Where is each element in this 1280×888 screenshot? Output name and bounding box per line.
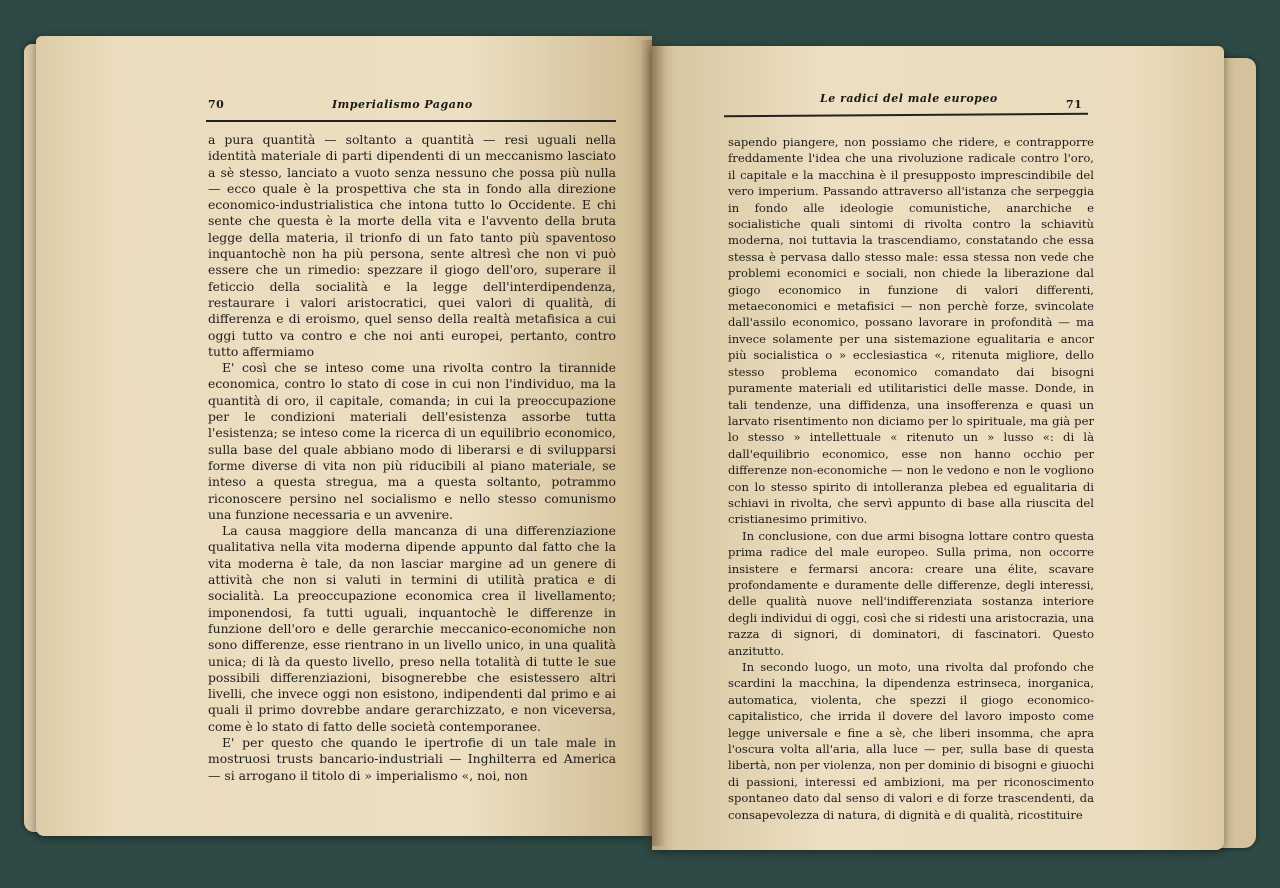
right-paragraph: In conclusione, con due armi bisogna lottare contro questa prima radice del male europeo. Sulla prima, non occorre insistere e fermarsi ancora: creare una élite, scavare profondamente e duramente delle differenze, degli interessi, delle qualità nuove nell'indifferenziata sostanza interiore degli individui di oggi, così che si ridesti una aristocrazia, una razza di signori, di dominatori, di fascinatori. Questo anzitutto. — [728, 528, 1094, 658]
left-page-number: 70 — [208, 98, 225, 111]
left-running-head — [36, 36, 652, 111]
right-running-title: Le radici del male europeo — [820, 92, 998, 105]
left-running-title: Imperialismo Pagano — [332, 98, 473, 111]
left-paragraph: E' così che se inteso come una rivolta contro la tirannide economica, contro lo stato di cose in cui non l'individuo, ma la quantità di oro, il capitale, comanda; in cui la preoccupazione per le condizioni materiali dell'esistenza assorbe tutta l'esistenza; se inteso come la ricerca di un equilibrio economico, sulla base del quale abbiano modo di liberarsi e di svilupparsi forme diverse di vita non più riducibili al piano materiale, se inteso a questa stregua, ma a questa soltanto, potrammo riconoscere persino nel socialismo e nello stesso comunismo una funzione necessaria e un avvenire. — [208, 360, 616, 522]
left-paragraph: a pura quantità — soltanto a quantità — resi uguali nella identità materiale di parti dipendenti di un meccanismo lasciato a sè stesso, lanciato a vuoto senza nessuno che possa più nulla — ecco quale è la prospettiva che sta in fondo alla direzione economico-industrialistica che intona tutto lo Occidente. E chi sente che questa è la morte della vita e l'avvento della bruta legge della materia, il trionfo di un fato tanto più spaventoso inquantochè non ha più persona, sente altresì che non vi può essere che un rimedio: spezzare il giogo dell'oro, superare il feticcio della socialità e la legge dell'interdipendenza, restaurare i valori aristocratici, quei valori di qualità, di differenza e di eroismo, quel senso della realtà metafisica a cui oggi tutto va contro e che noi anti europei, pertanto, contro tutto affermiamo — [208, 132, 616, 359]
right-paragraph: sapendo piangere, non possiamo che ridere, e contrapporre freddamente l'idea che una rivoluzione radicale contro l'oro, il capitale e la macchina è il presupposto imprescindibile del vero imperium. Passando attraverso all'istanza che serpeggia in fondo alle ideologie comunistiche, anarchiche e socialistiche quali sintomi di rivolta contro la schiavitù moderna, noi tuttavia la trascendiamo, constatando che essa stessa è pervasa dallo stesso male: essa stessa non vede che problemi economici e sociali, non chiede la liberazione dal giogo economico in funzione di valori differenti, metaeconomici e metafisici — non perchè forze, svincolate dall'assilo economico, possano lavorare in profondità — ma invece solamente per una sistemazione egualitaria e ancor più socialistica o » ecclesiastica «, ritenuta migliore, dello stesso problema economico comandato dai bisogni puramente materiali ed utilitaristici delle masse. Donde, in tali tendenze, una diffidenza, una insofferenza e quasi un larvato risentimento non diciamo per lo spirituale, ma già per lo stesso » intellettuale « ritenuto un » lusso «: di là dall'equilibrio economico, esse non hanno occhio per differenze non-economiche — non le vedono e non le vogliono con lo stesso spirito di intolleranza plebea ed egualitaria di schiavi in rivolta, che servì appunto di base alla riuscita del cristianesimo primitivo. — [728, 135, 1094, 527]
left-header-rule — [206, 120, 616, 122]
right-running-head — [652, 46, 1224, 111]
left-paragraph: E' per questo che quando le ipertrofie di un tale male in mostruosi trusts bancario-industriali — Inghilterra ed America — si arrogano il titolo di » imperialismo «, noi, non — [208, 734, 616, 783]
right-page — [652, 46, 1224, 850]
left-paragraph: La causa maggiore della mancanza di una differenziazione qualitativa nella vita moderna dipende appunto dal fatto che la vita moderna è tale, da non lasciar margine ad un genere di attività che non si valuti in termini di utilità pratica e di socialità. La preoccupazione economica crea il livellamento; imponendosi, fa tutti uguali, inquantochè le differenze in funzione dell'oro e delle gerarchie meccanico-economiche non sono differenze, esse rientrano in un livello unico, in una qualità unica; di là da questo livello, preso nella totalità di tutte le sue possibili differenziazioni, bisognerebbe che esistessero altri livelli, che invece oggi non esistono, indipendenti dal primo e ai quali il primo dovrebbe andare gerarchizzato, e non viceversa, come è lo stato di fatto delle società contemporanee. — [208, 523, 616, 734]
right-paragraph: In secondo luogo, un moto, una rivolta dal profondo che scardini la macchina, la dipendenza estrinseca, inorganica, automatica, violenta, che spezzi il giogo economico-capitalistico, che irrida il dovere del lavoro imposto come legge universale e fine a sè, che liberi insomma, che apra l'oscura volta all'aria, alla luce — per, sulla base di questa libertà, non per violenza, non per dominio di bisogni e giuochi di passioni, interessi ed ambizioni, ma per riconoscimento spontaneo dato dal senso di valori e di forze trascendenti, da consapevolezza di natura, di dignità e di qualità, ricostituire — [728, 660, 1094, 822]
right-body-text — [728, 134, 1094, 823]
left-body-text — [208, 132, 616, 784]
left-page — [36, 36, 652, 836]
right-page-number: 71 — [1066, 98, 1083, 111]
right-header-rule — [724, 113, 1088, 118]
